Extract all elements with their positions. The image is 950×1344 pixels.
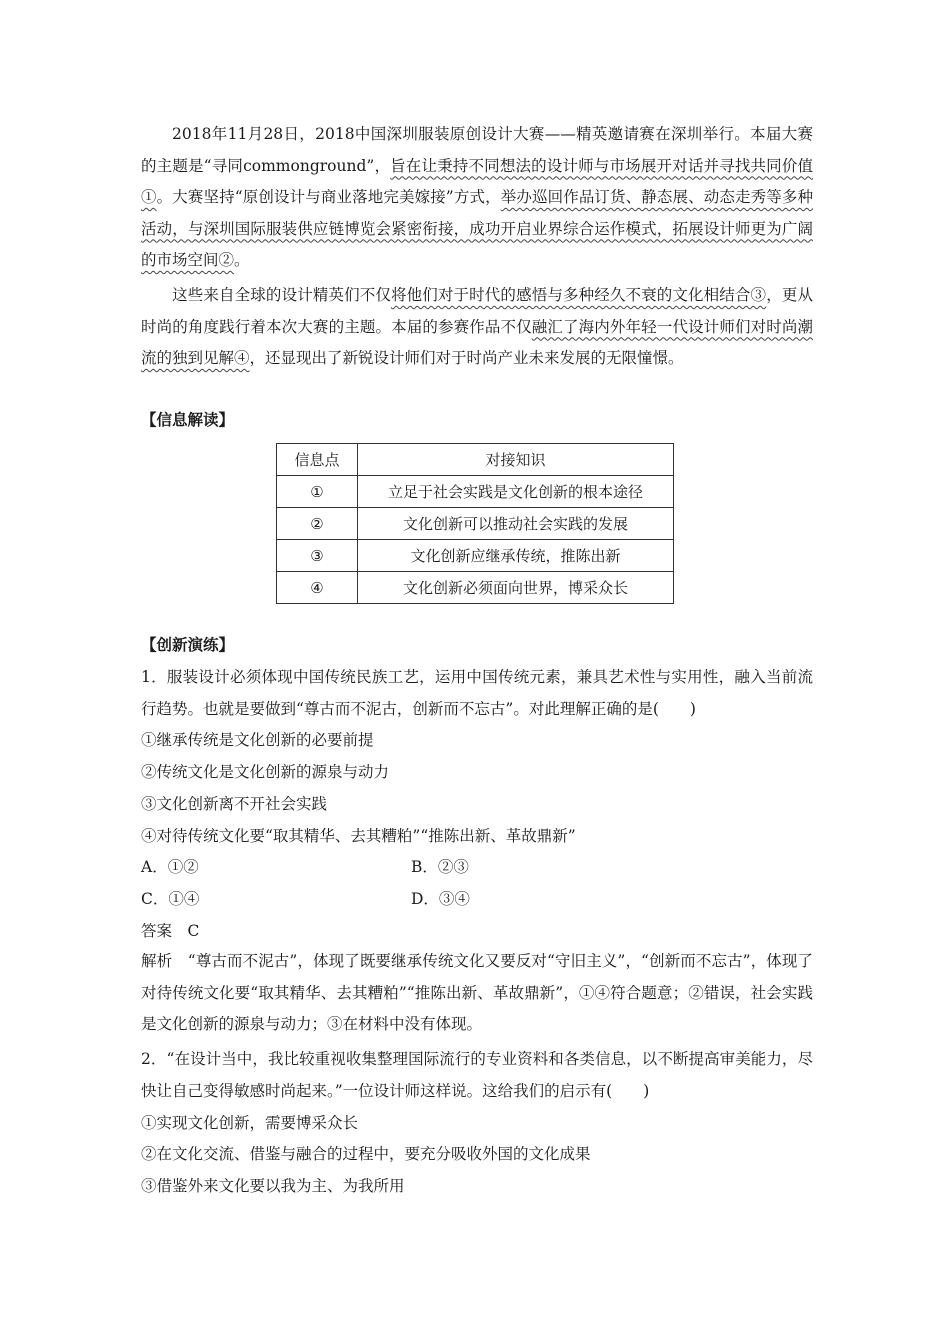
row-point: ① <box>277 476 358 508</box>
question-1-stem: 1．服装设计必须体现中国传统民族工艺，运用中国传统元素，兼具艺术性与实用性，融入当前流行趋势。也就是要做到“尊古而不泥古，创新而不忘古”。对此理解正确的是( ) <box>141 668 813 718</box>
passage-text-2e: ，还显现出了新锐设计师们对于时尚产业未来发展的无限憧憬。 <box>249 349 684 367</box>
q1-statement-4: ④对待传统文化要“取其精华、去其糟粕”“推陈出新、革故鼎新” <box>141 827 576 845</box>
header-knowledge: 对接知识 <box>358 444 674 476</box>
row-knowledge: 文化创新可以推动社会实践的发展 <box>358 508 674 540</box>
q1-analysis: 解析 “尊古而不泥古”，体现了既要继承传统文化又要反对“守旧主义”，“创新而不忘古”，体现了对待传统文化要“取其精华、去其糟粕”“推陈出新、革故鼎新”，①④符合题意；②错误，社会实践是文化创新的源泉与动力；③在材料中没有体现。 <box>141 952 813 1033</box>
header-point: 信息点 <box>277 444 358 476</box>
passage-text-2a: 这些来自全球的设计精英们不仅 <box>172 286 391 304</box>
underlined-point-3: 将他们对于时代的感悟与多种经久不衰的文化相结合③ <box>391 286 767 304</box>
q1-statement-1: ①继承传统是文化创新的必要前提 <box>141 731 374 749</box>
q1-option-b: B．②③ <box>411 858 469 876</box>
practice-heading: 【创新演练】 <box>141 635 235 654</box>
row-knowledge: 文化创新必须面向世界，博采众长 <box>358 572 674 604</box>
row-knowledge: 文化创新应继承传统，推陈出新 <box>358 540 674 572</box>
row-point: ④ <box>277 572 358 604</box>
q1-statement-3: ③文化创新离不开社会实践 <box>141 795 328 813</box>
q1-option-d: D．③④ <box>411 890 470 908</box>
q1-statement-2: ②传统文化是文化创新的源泉与动力 <box>141 763 390 781</box>
table-row <box>277 572 674 604</box>
passage-text-1c: 。大赛坚持“原创设计与商业落地完美嫁接”方式， <box>156 188 501 206</box>
passage-text-2c: ，更从时尚的角度践行着本次大赛的主题。本届的参赛作品不仅 <box>141 286 813 336</box>
row-knowledge: 立足于社会实践是文化创新的根本途径 <box>358 476 674 508</box>
table-row <box>277 476 674 508</box>
question-2-stem: 2．“在设计当中，我比较重视收集整理国际流行的专业资料和各类信息，以不断提高审美能力，尽快让自己变得敏感时尚起来。”一位设计师这样说。这给我们的启示有( ) <box>141 1050 813 1100</box>
underlined-point-4: 融汇了海内外年轻一代设计师们对时尚潮流的独到见解④ <box>141 317 813 367</box>
passage-paragraph-1 <box>141 119 813 277</box>
passage-text-1e: 。 <box>234 251 250 269</box>
passage-paragraph-2 <box>141 280 813 375</box>
passage-text-1a: 2018年11月28日，2018中国深圳服装原创设计大赛——精英邀请赛在深圳举行。本届大赛的主题是“寻同commonground”， <box>141 125 813 175</box>
info-table <box>276 443 674 604</box>
paragraph-text <box>141 280 813 375</box>
paragraph-text <box>141 119 813 277</box>
row-point: ② <box>277 508 358 540</box>
underlined-point-1: 旨在让秉持不同想法的设计师与市场展开对话并寻找共同价值① <box>141 156 813 206</box>
table-row <box>277 540 674 572</box>
q2-statement-2: ②在文化交流、借鉴与融合的过程中，要充分吸收外国的文化成果 <box>141 1145 591 1163</box>
info-heading: 【信息解读】 <box>141 410 235 429</box>
table-row <box>277 508 674 540</box>
table-header-row <box>277 444 674 476</box>
q2-statement-1: ①实现文化创新，需要博采众长 <box>141 1114 359 1132</box>
q1-option-c: C．①④ <box>141 890 200 908</box>
q1-answer: 答案 C <box>141 922 200 940</box>
row-point: ③ <box>277 540 358 572</box>
q2-statement-3: ③借鉴外来文化要以我为主、为我所用 <box>141 1177 405 1195</box>
underlined-point-2: 举办巡回作品订货、静态展、动态走秀等多种活动，与深圳国际服装供应链博览会紧密衔接，成功开启业界综合运作模式，拓展设计师更为广阔的市场空间② <box>141 188 813 269</box>
q1-option-a: A．①② <box>141 858 199 876</box>
